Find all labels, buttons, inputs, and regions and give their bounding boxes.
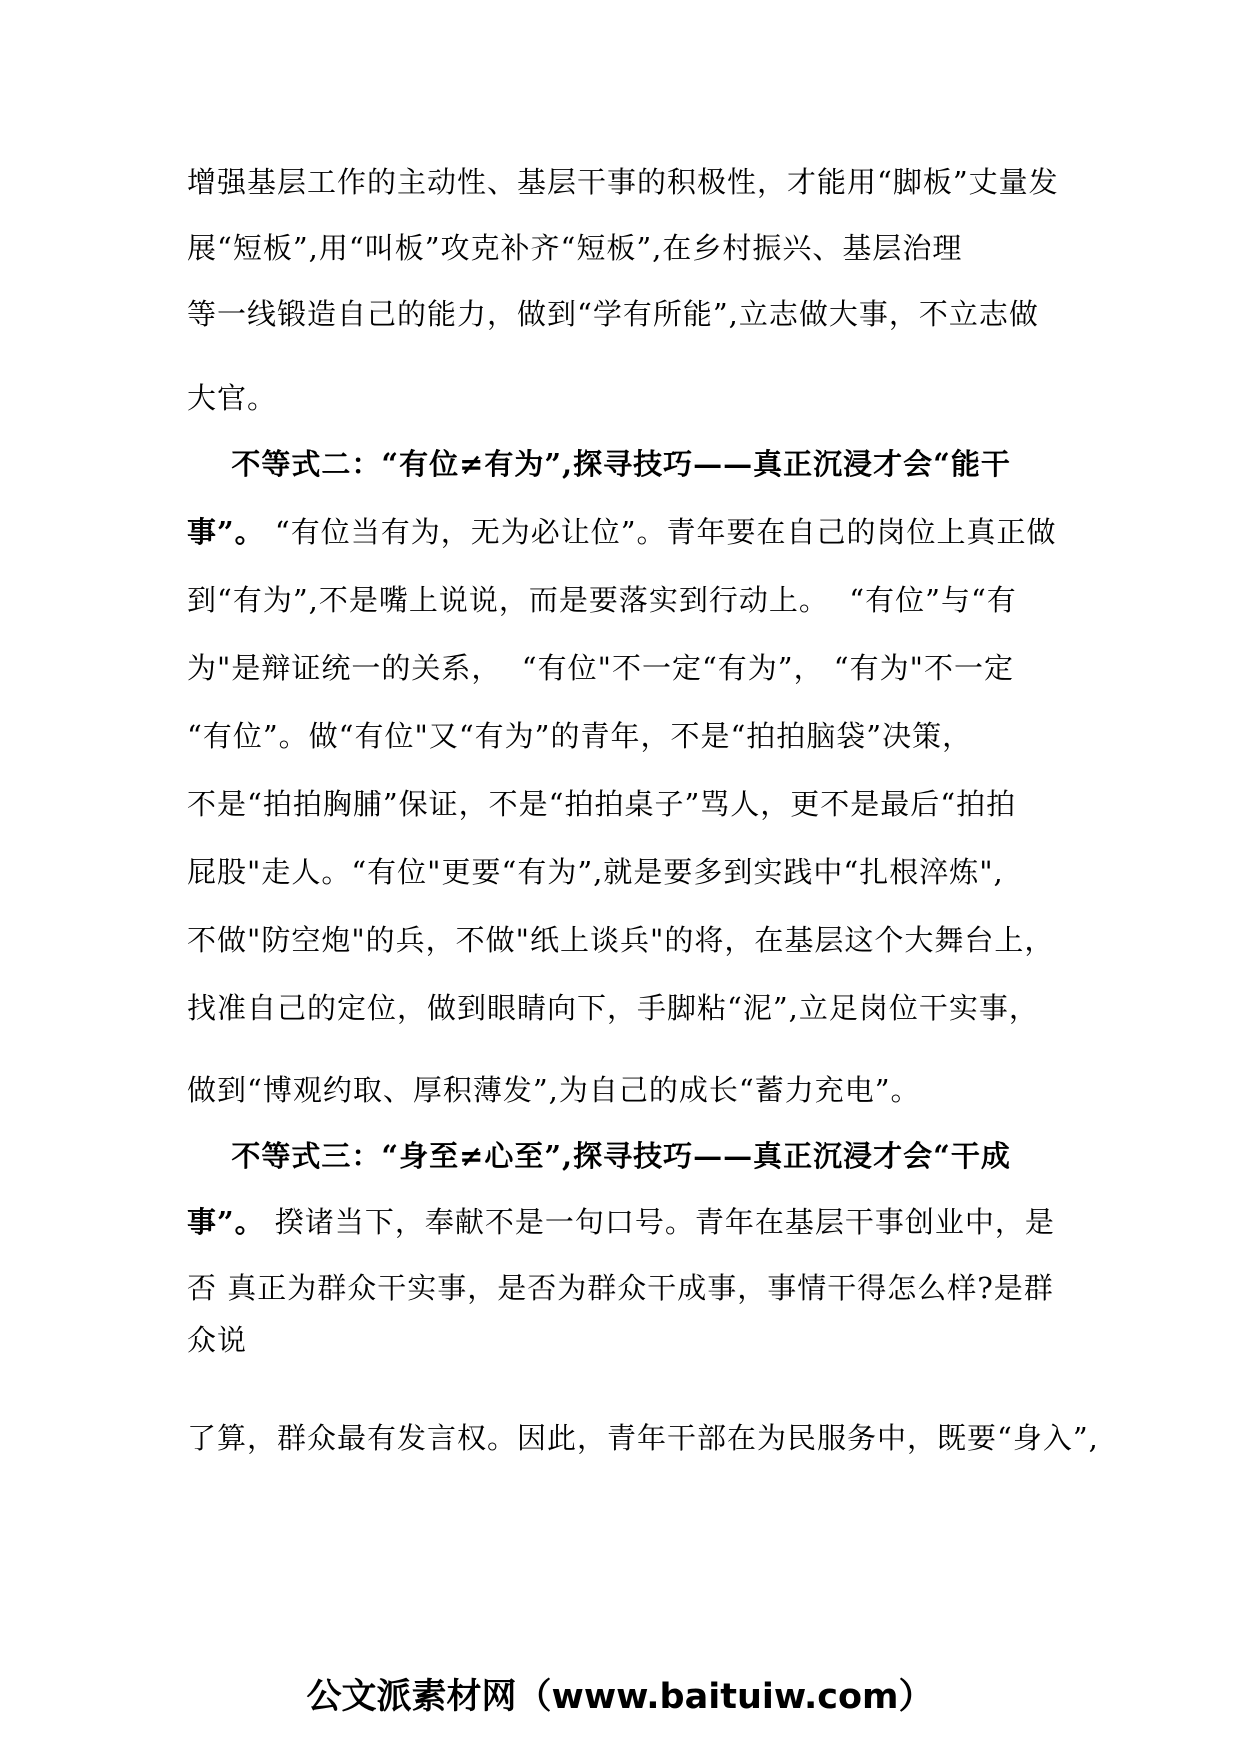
line-text: 到“有为”,不是嘴上说说，而是要落实到行动上。 “有位”与“有	[187, 583, 1017, 617]
line-text: 增强基层工作的主动性、基层干事的积极性，才能用“脚板”丈量发	[187, 165, 1059, 199]
line-text: 众说	[187, 1323, 248, 1357]
text-line	[187, 1320, 247, 1360]
section-heading: 不等式二：“有位≠有为”,探寻技巧——真正沉浸才会“能干	[187, 447, 1011, 481]
text-line	[187, 162, 1059, 202]
text-line	[187, 852, 1004, 892]
text-line	[187, 1136, 1011, 1176]
line-text: 展“短板”,用“叫板”攻克补齐“短板”,在乡村振兴、基层治理	[187, 231, 963, 265]
line-text: 做到“博观约取、厚积薄发”,为自己的成长“蓄力充电”。	[187, 1073, 921, 1107]
text-line	[187, 1070, 921, 1110]
line-text: 不是“拍拍胸脯”保证，不是“拍拍桌子”骂人，更不是最后“拍拍	[187, 787, 1017, 821]
section-heading: 事”。	[187, 1205, 265, 1239]
section-heading: 事”。	[187, 515, 265, 549]
line-text: “有位当有为，无为必让位”。青年要在自己的岗位上真正做	[264, 515, 1057, 549]
line-text: 大官。	[187, 381, 278, 415]
line-text: 否 真正为群众干实事，是否为群众干成事，事情干得怎么样?是群	[187, 1271, 1054, 1305]
text-line	[187, 228, 962, 268]
line-text: 为"是辩证统一的关系， “有位"不一定“有为”， “有为"不一定	[187, 651, 1014, 685]
text-line	[187, 784, 1016, 824]
text-line	[187, 294, 1039, 334]
section-heading: 不等式三：“身至≠心至”,探寻技巧——真正沉浸才会“干成	[187, 1139, 1011, 1173]
line-text: 找准自己的定位，做到眼睛向下，手脚粘“泥”,立足岗位干实事，	[187, 991, 1039, 1025]
text-line	[187, 1418, 1099, 1458]
line-text: 不做"防空炮"的兵，不做"纸上谈兵"的将，在基层这个大舞台上，	[187, 923, 1055, 957]
text-line	[187, 1202, 1055, 1242]
line-text: 等一线锻造自己的能力，做到“学有所能”,立志做大事，不立志做	[187, 297, 1039, 331]
text-line	[187, 378, 277, 418]
text-line	[187, 512, 1057, 552]
line-text: 屁股"走人。“有位"更要“有为”,就是要多到实践中“扎根淬炼",	[187, 855, 1004, 889]
line-text: “有位”。做“有位"又“有为”的青年，不是“拍拍脑袋”决策，	[187, 719, 973, 753]
text-line	[187, 920, 1054, 960]
text-line	[187, 444, 1011, 484]
line-text: 揆诸当下，奉献不是一句口号。青年在基层干事创业中，是	[264, 1205, 1055, 1239]
text-line	[187, 1268, 1054, 1308]
text-line	[187, 988, 1039, 1028]
text-line	[187, 648, 1014, 688]
text-line	[187, 716, 972, 756]
line-text: 了算，群众最有发言权。因此，青年干部在为民服务中，既要“身入”,	[187, 1421, 1099, 1455]
footer-watermark: 公文派素材网（www.baituiw.com）	[306, 1677, 934, 1717]
text-line	[187, 580, 1017, 620]
